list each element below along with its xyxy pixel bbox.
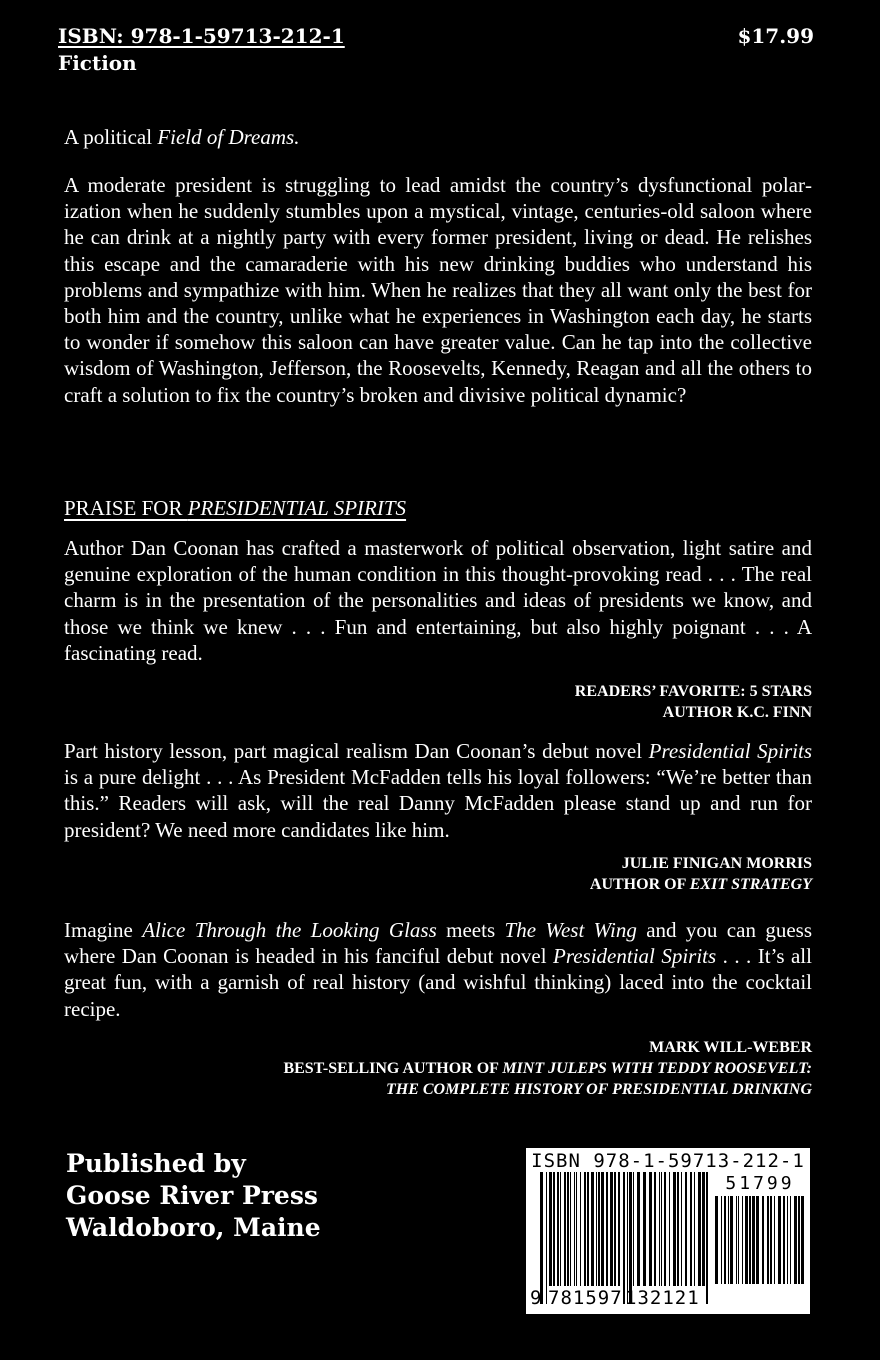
review-attribution-3 — [283, 1037, 812, 1100]
barcode-bar — [629, 1172, 632, 1304]
attribution-book-title: EXIT STRATEGY — [689, 876, 812, 893]
barcode-bar — [606, 1172, 608, 1286]
attribution-line: MARK WILL-WEBER — [649, 1039, 812, 1056]
attribution-line — [590, 874, 812, 895]
barcode-bars-main — [540, 1172, 712, 1306]
attribution-line — [283, 1079, 812, 1100]
attribution-prefix: AUTHOR OF — [589, 876, 690, 893]
attribution-line: AUTHOR K.C. FINN — [662, 704, 812, 721]
barcode-bar — [633, 1172, 634, 1286]
barcode-bar — [702, 1172, 705, 1286]
barcode-bar — [738, 1196, 739, 1284]
barcode-bar — [661, 1172, 662, 1286]
attribution-prefix: BEST-SELLING AUTHOR OF — [283, 1060, 503, 1077]
book-title: Presidential Spirits — [553, 944, 717, 969]
barcode-bar — [664, 1172, 666, 1286]
synopsis — [64, 172, 812, 408]
barcode-bar — [623, 1172, 625, 1304]
barcode-digits-left: 781597 — [548, 1287, 623, 1309]
quote-text: . . . It’s all great fun, with a garnish of real history (and wishful thinking) laced into the cocktail recipe. — [64, 944, 812, 1021]
barcode-bar — [596, 1172, 597, 1286]
barcode-bar — [580, 1172, 581, 1286]
barcode-bar — [564, 1172, 566, 1286]
quote-text: Part history lesson, part magical realism Dan Coonan’s debut novel — [64, 739, 649, 763]
barcode-bar — [787, 1196, 788, 1284]
quote-text: meets — [436, 918, 505, 942]
barcode-bar — [560, 1172, 561, 1286]
book-title: Presidential Spirits — [648, 739, 812, 763]
review-quote-3 — [64, 917, 812, 1022]
barcode-bar — [778, 1196, 781, 1284]
publisher-line: Goose River Press — [66, 1181, 318, 1210]
book-title: The West Wing — [504, 918, 637, 942]
attribution-line — [283, 1058, 812, 1079]
barcode-bar — [673, 1172, 676, 1286]
barcode-bar — [584, 1172, 586, 1286]
barcode-bar — [794, 1196, 797, 1284]
barcode-digit-first: 9 — [530, 1287, 542, 1309]
praise-heading — [64, 496, 812, 521]
barcode-bar — [774, 1196, 775, 1284]
barcode-bar — [783, 1196, 785, 1284]
barcode-bar — [618, 1172, 620, 1286]
barcode-bar — [610, 1172, 613, 1286]
barcode-bar — [649, 1172, 652, 1286]
barcode-bar — [677, 1172, 679, 1286]
publisher-line: Published by — [66, 1149, 246, 1178]
barcode-bar — [756, 1196, 759, 1284]
barcode-bar — [557, 1172, 559, 1286]
barcode-bar — [574, 1172, 575, 1286]
tagline — [64, 125, 812, 150]
barcode-bar — [627, 1172, 628, 1304]
barcode-bar — [591, 1172, 594, 1286]
review-quote-1-text: Author Dan Coonan has crafted a masterwork of political observation, light satire and genuine exploration of the human condition in this thought-provoking read . . . The real charm is in the presentation of the personalities and ideas of presidents we know, and those we think we knew . . . Fun and entertaining, but also highly poignant . . . A fascinating read. — [64, 536, 812, 665]
barcode-isbn-text: ISBN 978-1-59713-212-1 — [531, 1150, 805, 1172]
barcode-bar — [576, 1172, 577, 1286]
attribution-line: JULIE FINIGAN MORRIS — [621, 855, 812, 872]
barcode-bar — [801, 1196, 804, 1284]
barcode-bar — [669, 1172, 670, 1286]
barcode-bar — [694, 1172, 695, 1286]
review-quote-3-text — [64, 917, 812, 1022]
attribution-book-title: THE COMPLETE HISTORY OF PRESIDENTIAL DRINKING — [385, 1081, 812, 1098]
barcode-bar — [767, 1196, 769, 1284]
barcode-bar — [762, 1196, 764, 1284]
barcode-bar — [570, 1172, 571, 1286]
quote-text: is a pure delight . . . As President McFadden tells his loyal followers: “We’re better than this.” Readers will ask, will the real Danny McFadden please stand up and run for president? We need more candidates like him. — [64, 765, 812, 842]
barcode-bar — [798, 1196, 800, 1284]
barcode-bar — [721, 1196, 722, 1284]
barcode-bar — [749, 1196, 751, 1284]
barcode-bar — [745, 1196, 748, 1284]
barcode-bar — [567, 1172, 569, 1286]
barcode-bar — [598, 1172, 600, 1286]
barcode-bar — [715, 1196, 718, 1284]
barcode-bar — [736, 1196, 737, 1284]
quote-text: and you can guess where Dan Coonan is headed in his fanciful debut novel — [64, 918, 812, 969]
barcode-bar — [601, 1172, 604, 1286]
barcode-bar — [587, 1172, 589, 1286]
barcode-bar — [546, 1172, 547, 1304]
review-quote-2 — [64, 738, 812, 843]
quote-text: Imagine — [64, 918, 143, 942]
review-attribution-1 — [575, 681, 812, 723]
isbn-header: ISBN: 978-1-59713-212-1 — [58, 24, 345, 48]
price-label: $17.99 — [737, 24, 814, 48]
barcode-bar — [742, 1196, 743, 1284]
barcode-bars-addon — [715, 1196, 805, 1306]
book-title: Alice Through the Looking Glass — [142, 918, 437, 942]
genre-label: Fiction — [58, 51, 137, 75]
barcode-bar — [728, 1196, 729, 1284]
review-quote-2-text — [64, 738, 812, 843]
barcode-price-code: 51799 — [725, 1173, 795, 1194]
publisher-line: Waldoboro, Maine — [66, 1213, 321, 1242]
review-quote-1 — [64, 535, 812, 666]
tagline-prefix: A political — [64, 125, 158, 149]
barcode-bar — [553, 1172, 555, 1286]
barcode-bar — [685, 1172, 687, 1286]
barcode-bar — [614, 1172, 616, 1286]
barcode-bar — [770, 1196, 772, 1284]
publisher-block — [66, 1148, 321, 1244]
barcode-bar — [752, 1196, 755, 1284]
barcode — [526, 1148, 810, 1314]
barcode-bar — [654, 1172, 656, 1286]
synopsis-text: A moderate president is struggling to lead amidst the country’s dysfunctional polarization when he suddenly stumbles upon a mystical, vintage, centuries-old saloon where he can drink at a nightly party with every former president, living or dead. He relishes this escape and the camaraderie with his new drinking buddies who understand his problems and sympathize with him. When he realizes that they all want only the best for both him and the country, unlike what he experiences in Washington each day, he starts to wonder if somehow this saloon can have greater value. Can he tap into the collective wisdom of Washington, Jefferson, the Roosevelts, Kennedy, Reagan and all the others to craft a solution to fix the country’s broken and divisive political dynamic? — [64, 173, 812, 407]
barcode-bar — [706, 1172, 708, 1304]
attribution-book-title: MINT JULEPS WITH TEDDY ROOSEVELT: — [502, 1060, 812, 1077]
barcode-digits-right: 132121 — [625, 1287, 700, 1309]
barcode-bar — [730, 1196, 733, 1284]
praise-heading-title: PRESIDENTIAL SPIRITS — [187, 496, 407, 520]
barcode-bar — [681, 1172, 682, 1286]
tagline-title: Field of Dreams. — [157, 125, 300, 149]
attribution-line: READERS’ FAVORITE: 5 STARS — [574, 683, 812, 700]
barcode-bar — [790, 1196, 791, 1284]
praise-heading-prefix: PRAISE FOR — [64, 496, 188, 520]
barcode-bar — [643, 1172, 646, 1286]
barcode-bar — [698, 1172, 701, 1286]
review-attribution-2 — [590, 853, 812, 895]
barcode-bar — [659, 1172, 660, 1286]
barcode-bar — [637, 1172, 640, 1286]
barcode-bar — [690, 1172, 692, 1286]
barcode-bar — [724, 1196, 726, 1284]
barcode-bar — [549, 1172, 552, 1286]
barcode-bar — [540, 1172, 543, 1304]
